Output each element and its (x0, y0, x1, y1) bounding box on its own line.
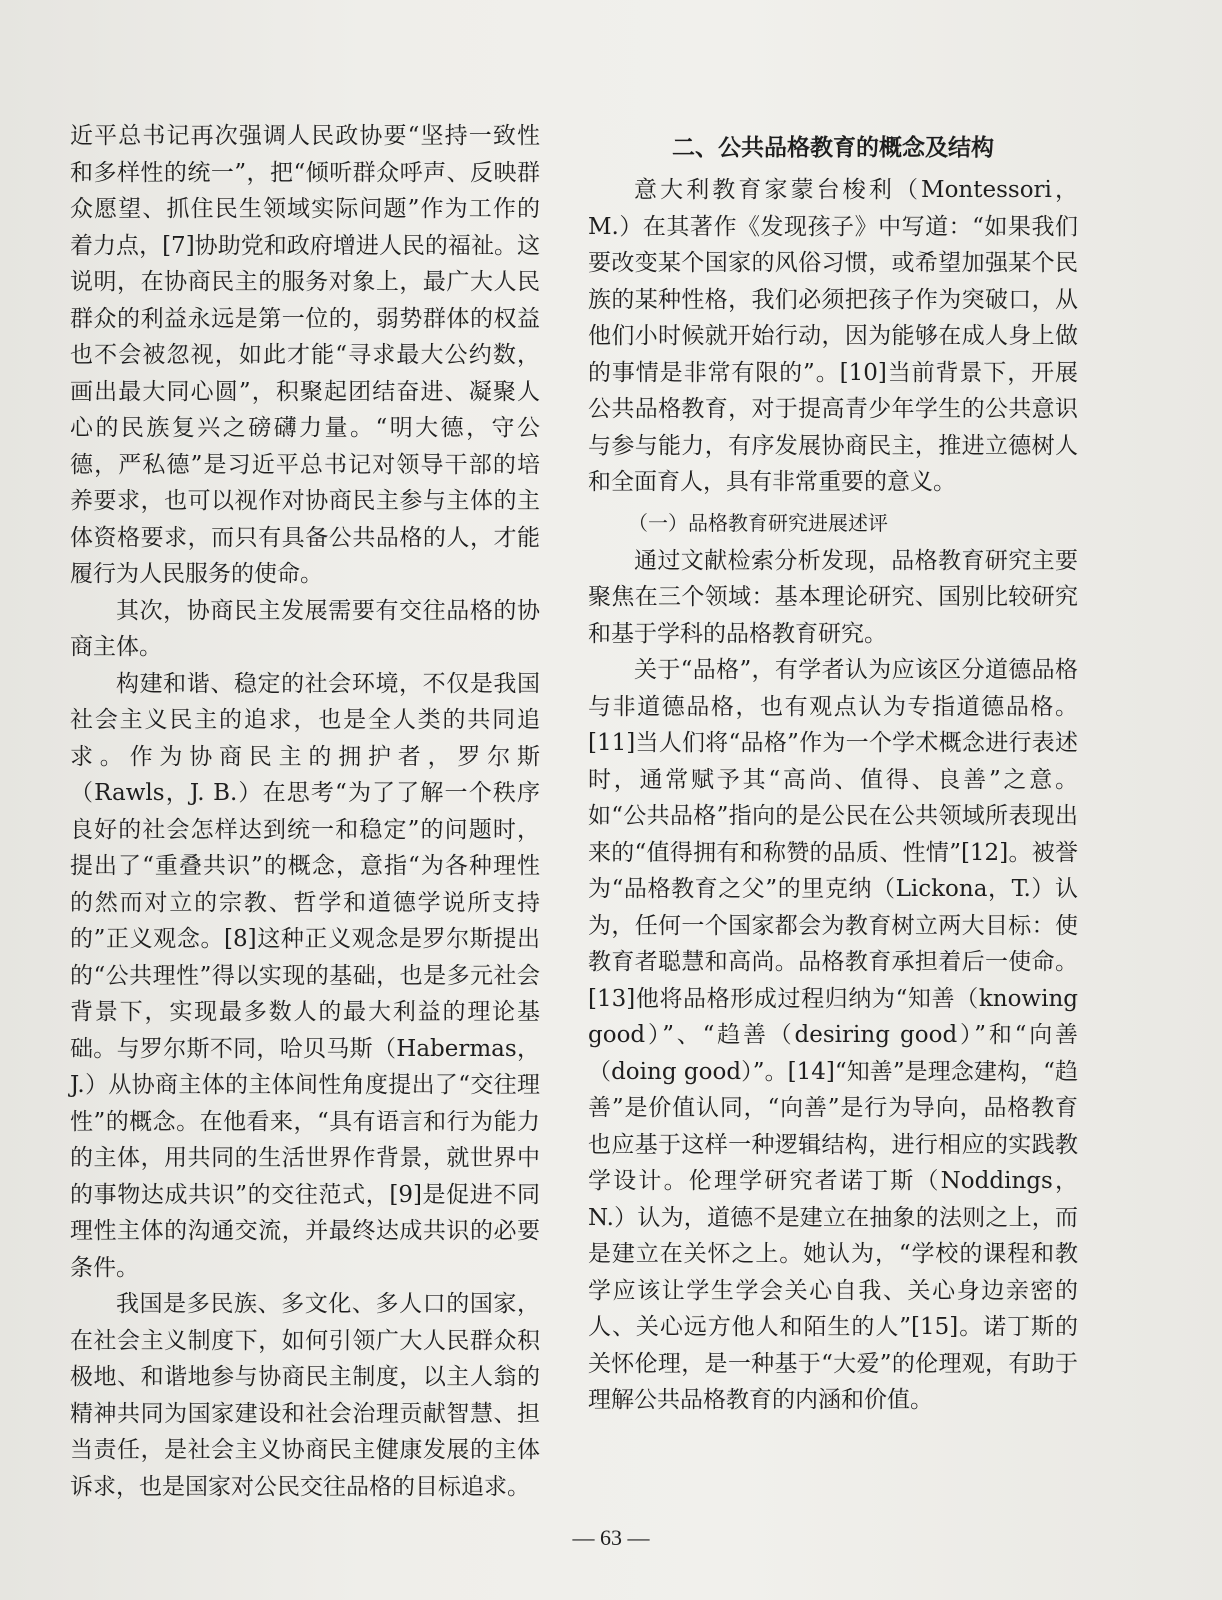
left-column (70, 118, 540, 1505)
left-paragraph-2: 其次，协商民主发展需要有交往品格的协商主体。 (70, 597, 540, 660)
section-heading: 二、公共品格教育的概念及结构 (672, 135, 994, 161)
right-paragraph-3: 关于“品格”，有学者认为应该区分道德品格与非道德品格，也有观点认为专指道德品格。[11]当人们将“品格”作为一个学术概念进行表述时，通常赋予其“高尚、值得、良善”之意。如“公共品格”指向的是公民在公共领域所表现出来的“值得拥有和称赞的品质、性情”[12]。被誉为“品格教育之父”的里克纳（Lickona，T.）认为，任何一个国家都会为教育树立两大目标：使教育者聪慧和高尚。品格教育承担着后一使命。[13]他将品格形成过程归纳为“知善（knowing good）”、“趋善（desiring good）”和“向善（doing good）”。[14]“知善”是理念建构，“趋善”是价值认同，“向善”是行为导向，品格教育也应基于这样一种逻辑结构，进行相应的实践教学设计。伦理学研究者诺丁斯（Noddings，N.）认为，道德不是建立在抽象的法则之上，而是建立在关怀之上。她认为，“学校的课程和教学应该让学生学会关心自我、关心身边亲密的人、关心远方他人和陌生的人”[15]。诺丁斯的关怀伦理，是一种基于“大爱”的伦理观，有助于理解公共品格教育的内涵和价值。 (588, 657, 1078, 1413)
right-paragraph-1: 意大利教育家蒙台梭利（Montessori，M.）在其著作《发现孩子》中写道：“如果我们要改变某个国家的风俗习惯，或希望加强某个民族的某种性格，我们必须把孩子作为突破口，从他们小时候就开始行动，因为能够在成人身上做的事情是非常有限的”。[10]当前背景下，开展公共品格教育，对于提高青少年学生的公共意识与参与能力，有序发展协商民主，推进立德树人和全面育人，具有非常重要的意义。 (588, 177, 1078, 495)
right-paragraph-2: 通过文献检索分析发现，品格教育研究主要聚焦在三个领域：基本理论研究、国别比较研究和基于学科的品格教育研究。 (588, 547, 1078, 647)
left-paragraph-1: 近平总书记再次强调人民政协要“坚持一致性和多样性的统一”，把“倾听群众呼声、反映群众愿望、抓住民生领域实际问题”作为工作的着力点，[7]协助党和政府增进人民的福祉。这说明，在协商民主的服务对象上，最广大人民群众的利益永远是第一位的，弱势群体的权益也不会被忽视，如此才能“寻求最大公约数，画出最大同心圆”，积聚起团结奋进、凝聚人心的民族复兴之磅礴力量。“明大德，守公德，严私德”是习近平总书记对领导干部的培养要求，也可以视作对协商民主参与主体的主体资格要求，而只有具备公共品格的人，才能履行为人民服务的使命。 (70, 123, 540, 587)
left-paragraph-4: 我国是多民族、多文化、多人口的国家，在社会主义制度下，如何引领广大人民群众积极地、和谐地参与协商民主制度，以主人翁的精神共同为国家建设和社会治理贡献智慧、担当责任，是社会主义协商民主健康发展的主体诉求，也是国家对公民交往品格的目标追求。 (70, 1291, 540, 1500)
right-column (588, 118, 1078, 1419)
left-paragraph-3: 构建和谐、稳定的社会环境，不仅是我国社会主义民主的追求，也是全人类的共同追求。作为协商民主的拥护者，罗尔斯（Rawls，J. B.）在思考“为了了解一个秩序良好的社会怎样达到统一和稳定”的问题时，提出了“重叠共识”的概念，意指“为各种理性的然而对立的宗教、哲学和道德学说所支持的”正义观念。[8]这种正义观念是罗尔斯提出的“公共理性”得以实现的基础，也是多元社会背景下，实现最多数人的最大利益的理论基础。与罗尔斯不同，哈贝马斯（Habermas，J.）从协商主体的主体间性角度提出了“交往理性”的概念。在他看来，“具有语言和行为能力的主体，用共同的生活世界作背景，就世界中的事物达成共识”的交往范式，[9]是促进不同理性主体的沟通交流，并最终达成共识的必要条件。 (70, 670, 540, 1281)
subsection-heading: （一）品格教育研究进展述评 (628, 510, 888, 535)
page-number: — 63 — (572, 1525, 650, 1550)
